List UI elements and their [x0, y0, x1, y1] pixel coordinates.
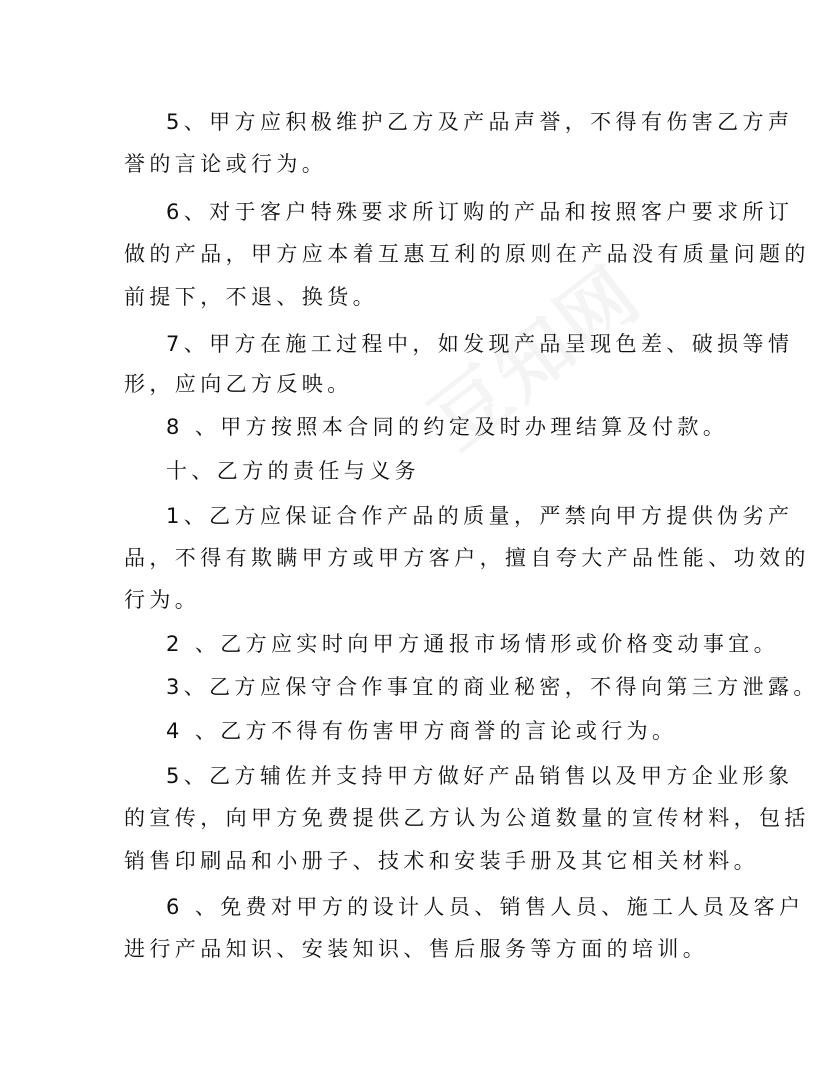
paragraph-line: 行为。: [124, 588, 201, 612]
paragraph-line: 销售印刷品和小册子、技术和安装手册及其它相关材料。: [124, 849, 759, 873]
paragraph-line: 2 、乙方应实时向甲方通报市场情形或价格变动事宜。: [166, 632, 780, 656]
paragraph-line: 的宣传，向甲方免费提供乙方认为公道数量的宣传材料，包括: [124, 806, 810, 830]
paragraph-line: 誉的言论或行为。: [124, 152, 328, 176]
paragraph-line: 4 、乙方不得有伤害甲方商誉的言论或行为。: [166, 719, 678, 743]
paragraph-line: 前提下，不退、换货。: [124, 285, 378, 309]
paragraph-line: 5、乙方辅佐并支持甲方做好产品销售以及甲方企业形象: [166, 764, 794, 788]
paragraph-line: 1、乙方应保证合作产品的质量，严禁向甲方提供伪劣产: [166, 504, 794, 528]
watermark: [398, 253, 642, 486]
paragraph-line: 形，应向乙方反映。: [124, 372, 353, 396]
paragraph-line: 6、对于客户特殊要求所订购的产品和按照客户要求所订: [166, 200, 794, 224]
paragraph-line: 品，不得有欺瞒甲方或甲方客户，擅自夸大产品性能、功效的: [124, 546, 810, 570]
section-heading: 十、乙方的责任与义务: [166, 459, 420, 483]
paragraph-line: 7、甲方在施工过程中，如发现产品呈现色差、破损等情: [166, 332, 794, 356]
paragraph-line: 3、乙方应保守合作事宜的商业秘密，不得向第三方泄露。: [166, 675, 819, 699]
paragraph-line: 8 、甲方按照本合同的约定及时办理结算及付款。: [166, 415, 729, 439]
paragraph-line: 做的产品，甲方应本着互惠互利的原则在产品没有质量问题的: [124, 242, 810, 266]
paragraph-line: 6 、免费对甲方的设计人员、销售人员、施工人员及客户: [166, 895, 805, 919]
paragraph-line: 进行产品知识、安装知识、售后服务等方面的培训。: [124, 937, 709, 961]
paragraph-line: 5、甲方应积极维护乙方及产品声誉，不得有伤害乙方声: [166, 110, 794, 134]
